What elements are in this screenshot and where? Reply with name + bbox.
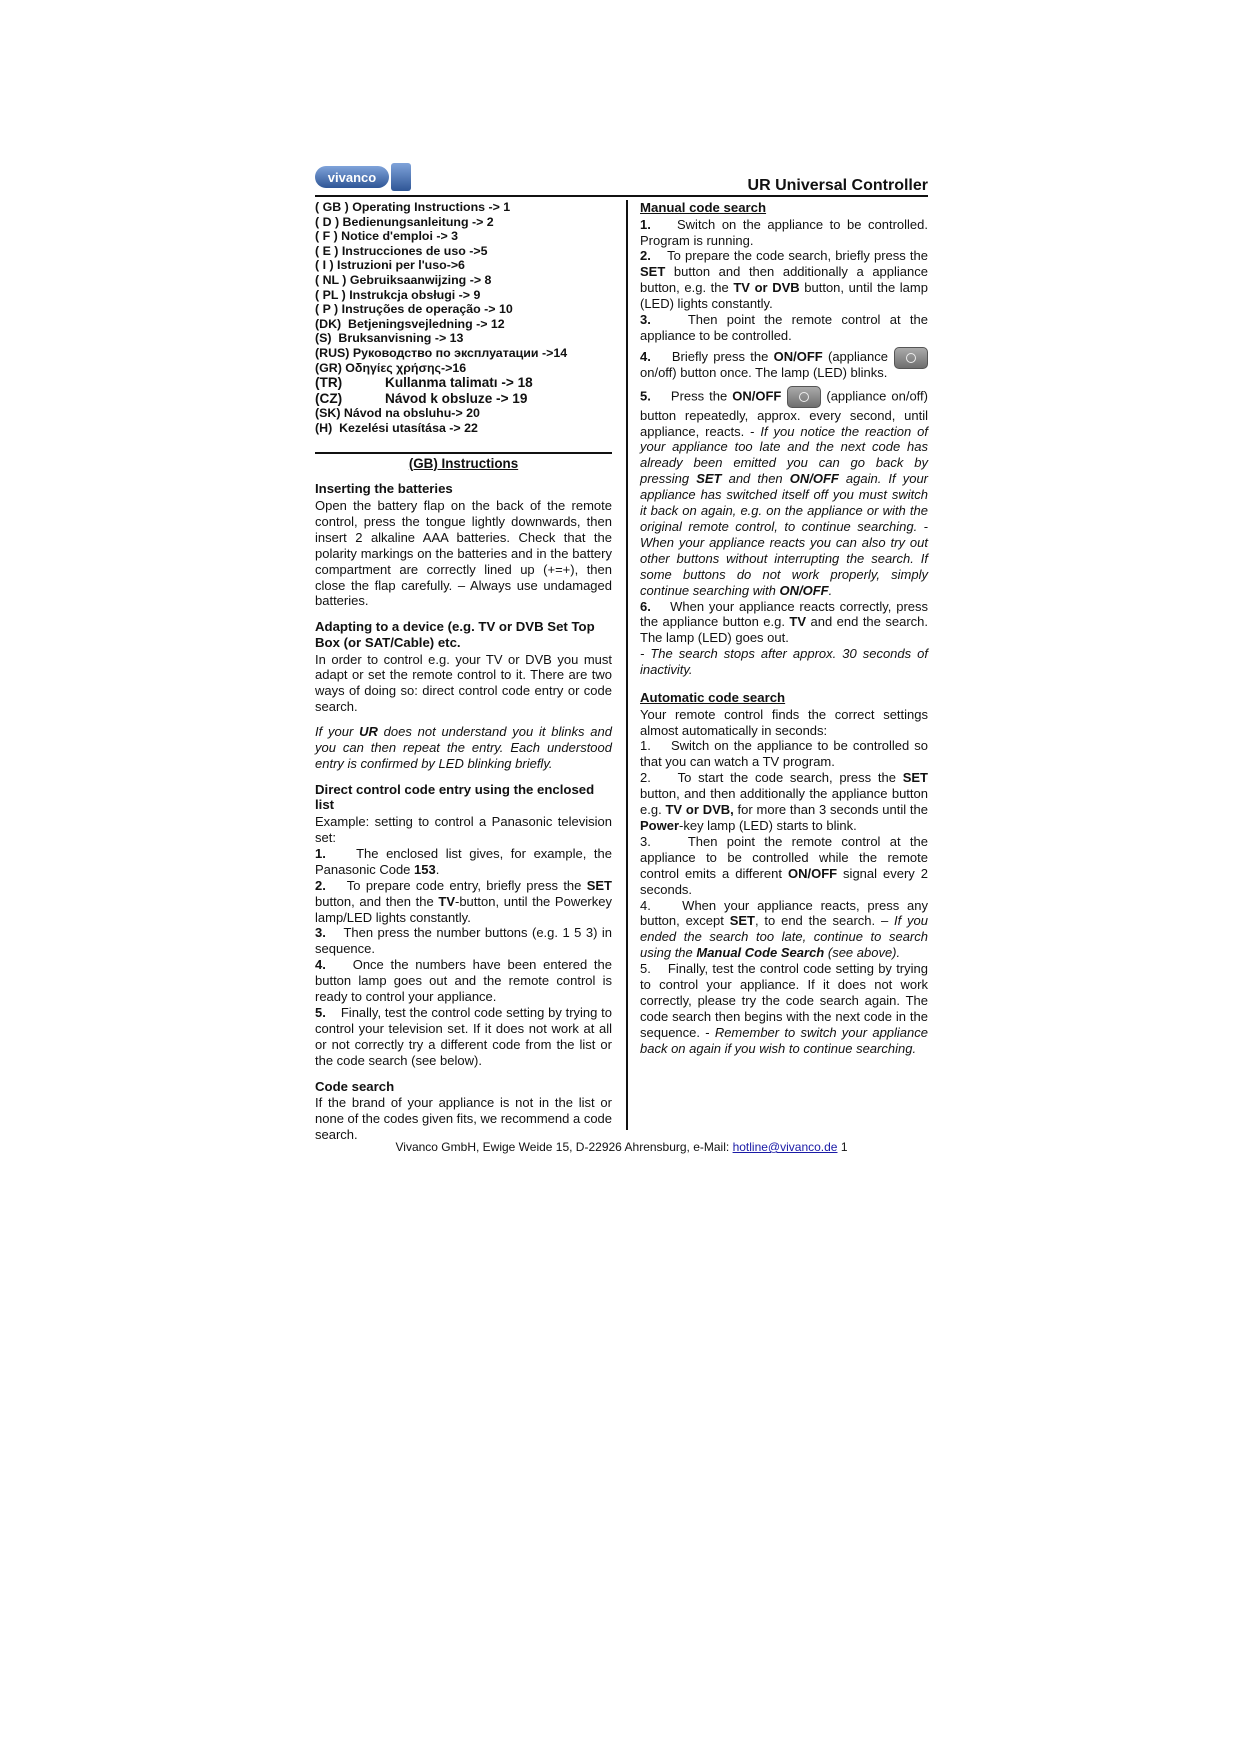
vivanco-logo xyxy=(315,163,411,191)
toc-item: (S) Bruksanvisning -> 13 xyxy=(315,331,464,346)
auto-step-3: 3. Then point the remote control at the appliance to be controlled while the remote control emits a different ON/OFF signal every 2 seconds. xyxy=(640,833,928,897)
direct-step-4: 4. Once the numbers have been entered the button lamp goes out and the remote control is ready to control your appliance. xyxy=(315,957,613,1005)
direct-step-3: 3. Then press the number buttons (e.g. 1 5 3) in sequence. xyxy=(315,925,612,957)
manual-page xyxy=(315,163,928,1153)
right-column xyxy=(640,200,928,1057)
toc-item: (TR) Kullanma talimatı -> 18 xyxy=(315,375,533,391)
toc-item: ( P ) Instruções de operação -> 10 xyxy=(315,302,513,317)
section-rule xyxy=(315,452,612,454)
toc-item: (H) Kezelési utasítása -> 22 xyxy=(315,420,478,435)
code-search-paragraph: If the brand of your appliance is not in the list or none of the codes given fits, we recommend a code search. xyxy=(315,1095,613,1142)
batteries-heading: Inserting the batteries xyxy=(315,481,453,497)
direct-step-1: 1. The enclosed list gives, for example, the Panasonic Code 153. xyxy=(315,845,613,877)
toc-item: (RUS) Руководство по эксплуатации ->14 xyxy=(315,345,568,360)
manual-step-5: 5. Press the ON/OFF (appliance on/off) button repeatedly, approx. every second, until appliance, reacts. - If you notice the reaction of your appliance too late and the next code has already been emitted you can go back by pressing SET and then ON/OFF again. If your appliance has switched itself off you must switch it back on again, e.g. on the appliance or with the original remote control, to continue searching. - When your appliance reacts you can also try out other buttons without interrupting the search. If some buttons do not work properly, simply continue searching with ON/OFF. xyxy=(640,386,928,599)
column-divider xyxy=(626,200,628,1130)
page-number: 1 xyxy=(837,1140,848,1154)
toc-item: ( NL ) Gebruiksaanwijzing -> 8 xyxy=(315,272,492,287)
auto-search-intro: Your remote control finds the correct settings almost automatically in seconds: xyxy=(640,706,928,738)
email-link[interactable]: hotline@vivanco.de xyxy=(732,1140,838,1154)
manual-search-heading: Manual code search xyxy=(640,200,767,215)
auto-step-5: 5. Finally, test the control code setting by trying to control your appliance. If it does not work correctly, please try the code search again. The code search then begins with the next code in the sequence. - Remember to switch your appliance back on again if you wish to continue searching. xyxy=(640,961,928,1056)
toc-item: ( E ) Instrucciones de uso ->5 xyxy=(315,243,488,258)
toc-item: ( F ) Notice d'emploi -> 3 xyxy=(315,229,459,244)
document-title: UR Universal Controller xyxy=(747,177,928,194)
auto-step-2: 2. To start the code search, press the SET button, and then additionally the appliance button e.g. TV or DVB, for more than 3 seconds until the Power-key lamp (LED) starts to blink. xyxy=(640,770,928,833)
power-button-icon xyxy=(894,347,928,369)
direct-entry-heading: Direct control code entry using the enclosed list xyxy=(315,781,595,813)
toc-item: (GR) Οδηγίες χρήσης->16 xyxy=(315,360,467,375)
manual-step-1: 1. Switch on the appliance to be controlled. Program is running. xyxy=(640,216,928,248)
code-search-heading: Code search xyxy=(315,1078,395,1094)
manual-step-6: 6. When your appliance reacts correctly, press the appliance button e.g. TV and end the search. The lamp (LED) goes out. xyxy=(640,598,929,646)
toc-item: ( I ) Istruzioni per l'uso->6 xyxy=(315,258,465,273)
batteries-paragraph: Open the battery flap on the back of the remote control, press the tongue lightly downwards, then insert 2 alkaline AAA batteries. Check that the polarity markings on the batteries and in the battery compartment are correctly lined up (+=+), then close the flap carefully. – Always use undamaged batteries. xyxy=(315,498,612,609)
toc-item: (CZ) Návod k obsluze -> 19 xyxy=(315,390,528,406)
toc-item: (DK) Betjeningsvejledning -> 12 xyxy=(315,316,505,331)
adapting-paragraph: In order to control e.g. your TV or DVB you must adapt or set the remote control to it. There are two ways of doing so: direct control code entry or code search. xyxy=(315,651,612,715)
toc-item: ( GB ) Operating Instructions -> 1 xyxy=(315,200,511,214)
auto-step-1: 1. Switch on the appliance to be controlled so that you can watch a TV program. xyxy=(640,738,928,770)
manual-step-3: 3. Then point the remote control at the appliance to be controlled. xyxy=(640,312,928,343)
direct-step-5: 5. Finally, test the control code setting by trying to control your television set. If it does not work at all or not correctly try a different code from the list or the code search (see below). xyxy=(315,1004,612,1068)
section-heading: (GB) Instructions xyxy=(408,455,519,471)
manual-step-4: 4. Briefly press the ON/OFF (appliance on/off) button once. The lamp (LED) blinks. xyxy=(640,349,928,381)
auto-search-heading: Automatic code search xyxy=(640,690,786,706)
manual-search-note: - The search stops after approx. 30 seconds of inactivity. xyxy=(640,646,928,678)
auto-step-4: 4. When your appliance reacts, press any button, except SET, to end the search. – If you ended the search too late, continue to search using the Manual Code Search (see above). xyxy=(640,897,929,961)
power-button-icon xyxy=(787,386,821,408)
manual-step-2: 2. To prepare the code search, briefly press the SET button and then additionally a appliance button, e.g. the TV or DVB button, until the lamp (LED) lights constantly. xyxy=(640,248,928,312)
toc-item: (SK) Návod na obsluhu-> 20 xyxy=(315,406,480,421)
direct-step-2: 2. To prepare code entry, briefly press the SET button, and then the TV-button, until the Powerkey lamp/LED lights constantly. xyxy=(315,877,612,925)
logo-text: vivanco xyxy=(327,170,377,185)
language-index xyxy=(315,200,612,436)
toc-item: ( PL ) Instrukcja obsługi -> 9 xyxy=(315,287,481,302)
direct-example: Example: setting to control a Panasonic television set: xyxy=(315,814,612,845)
adapting-heading: Adapting to a device (e.g. TV or DVB Set Top Box (or SAT/Cable) etc. xyxy=(315,619,595,650)
header-rule xyxy=(315,195,928,197)
ur-note: If your UR does not understand you it blinks and you can then repeat the entry. Each understood entry is confirmed by LED blinking briefly. xyxy=(315,724,612,771)
page-footer: Vivanco GmbH, Ewige Weide 15, D-22926 Ahrensburg, e-Mail: hotline@vivanco.de 1 xyxy=(395,1140,848,1154)
toc-item: ( D ) Bedienungsanleitung -> 2 xyxy=(315,214,494,229)
left-column xyxy=(315,200,612,1143)
